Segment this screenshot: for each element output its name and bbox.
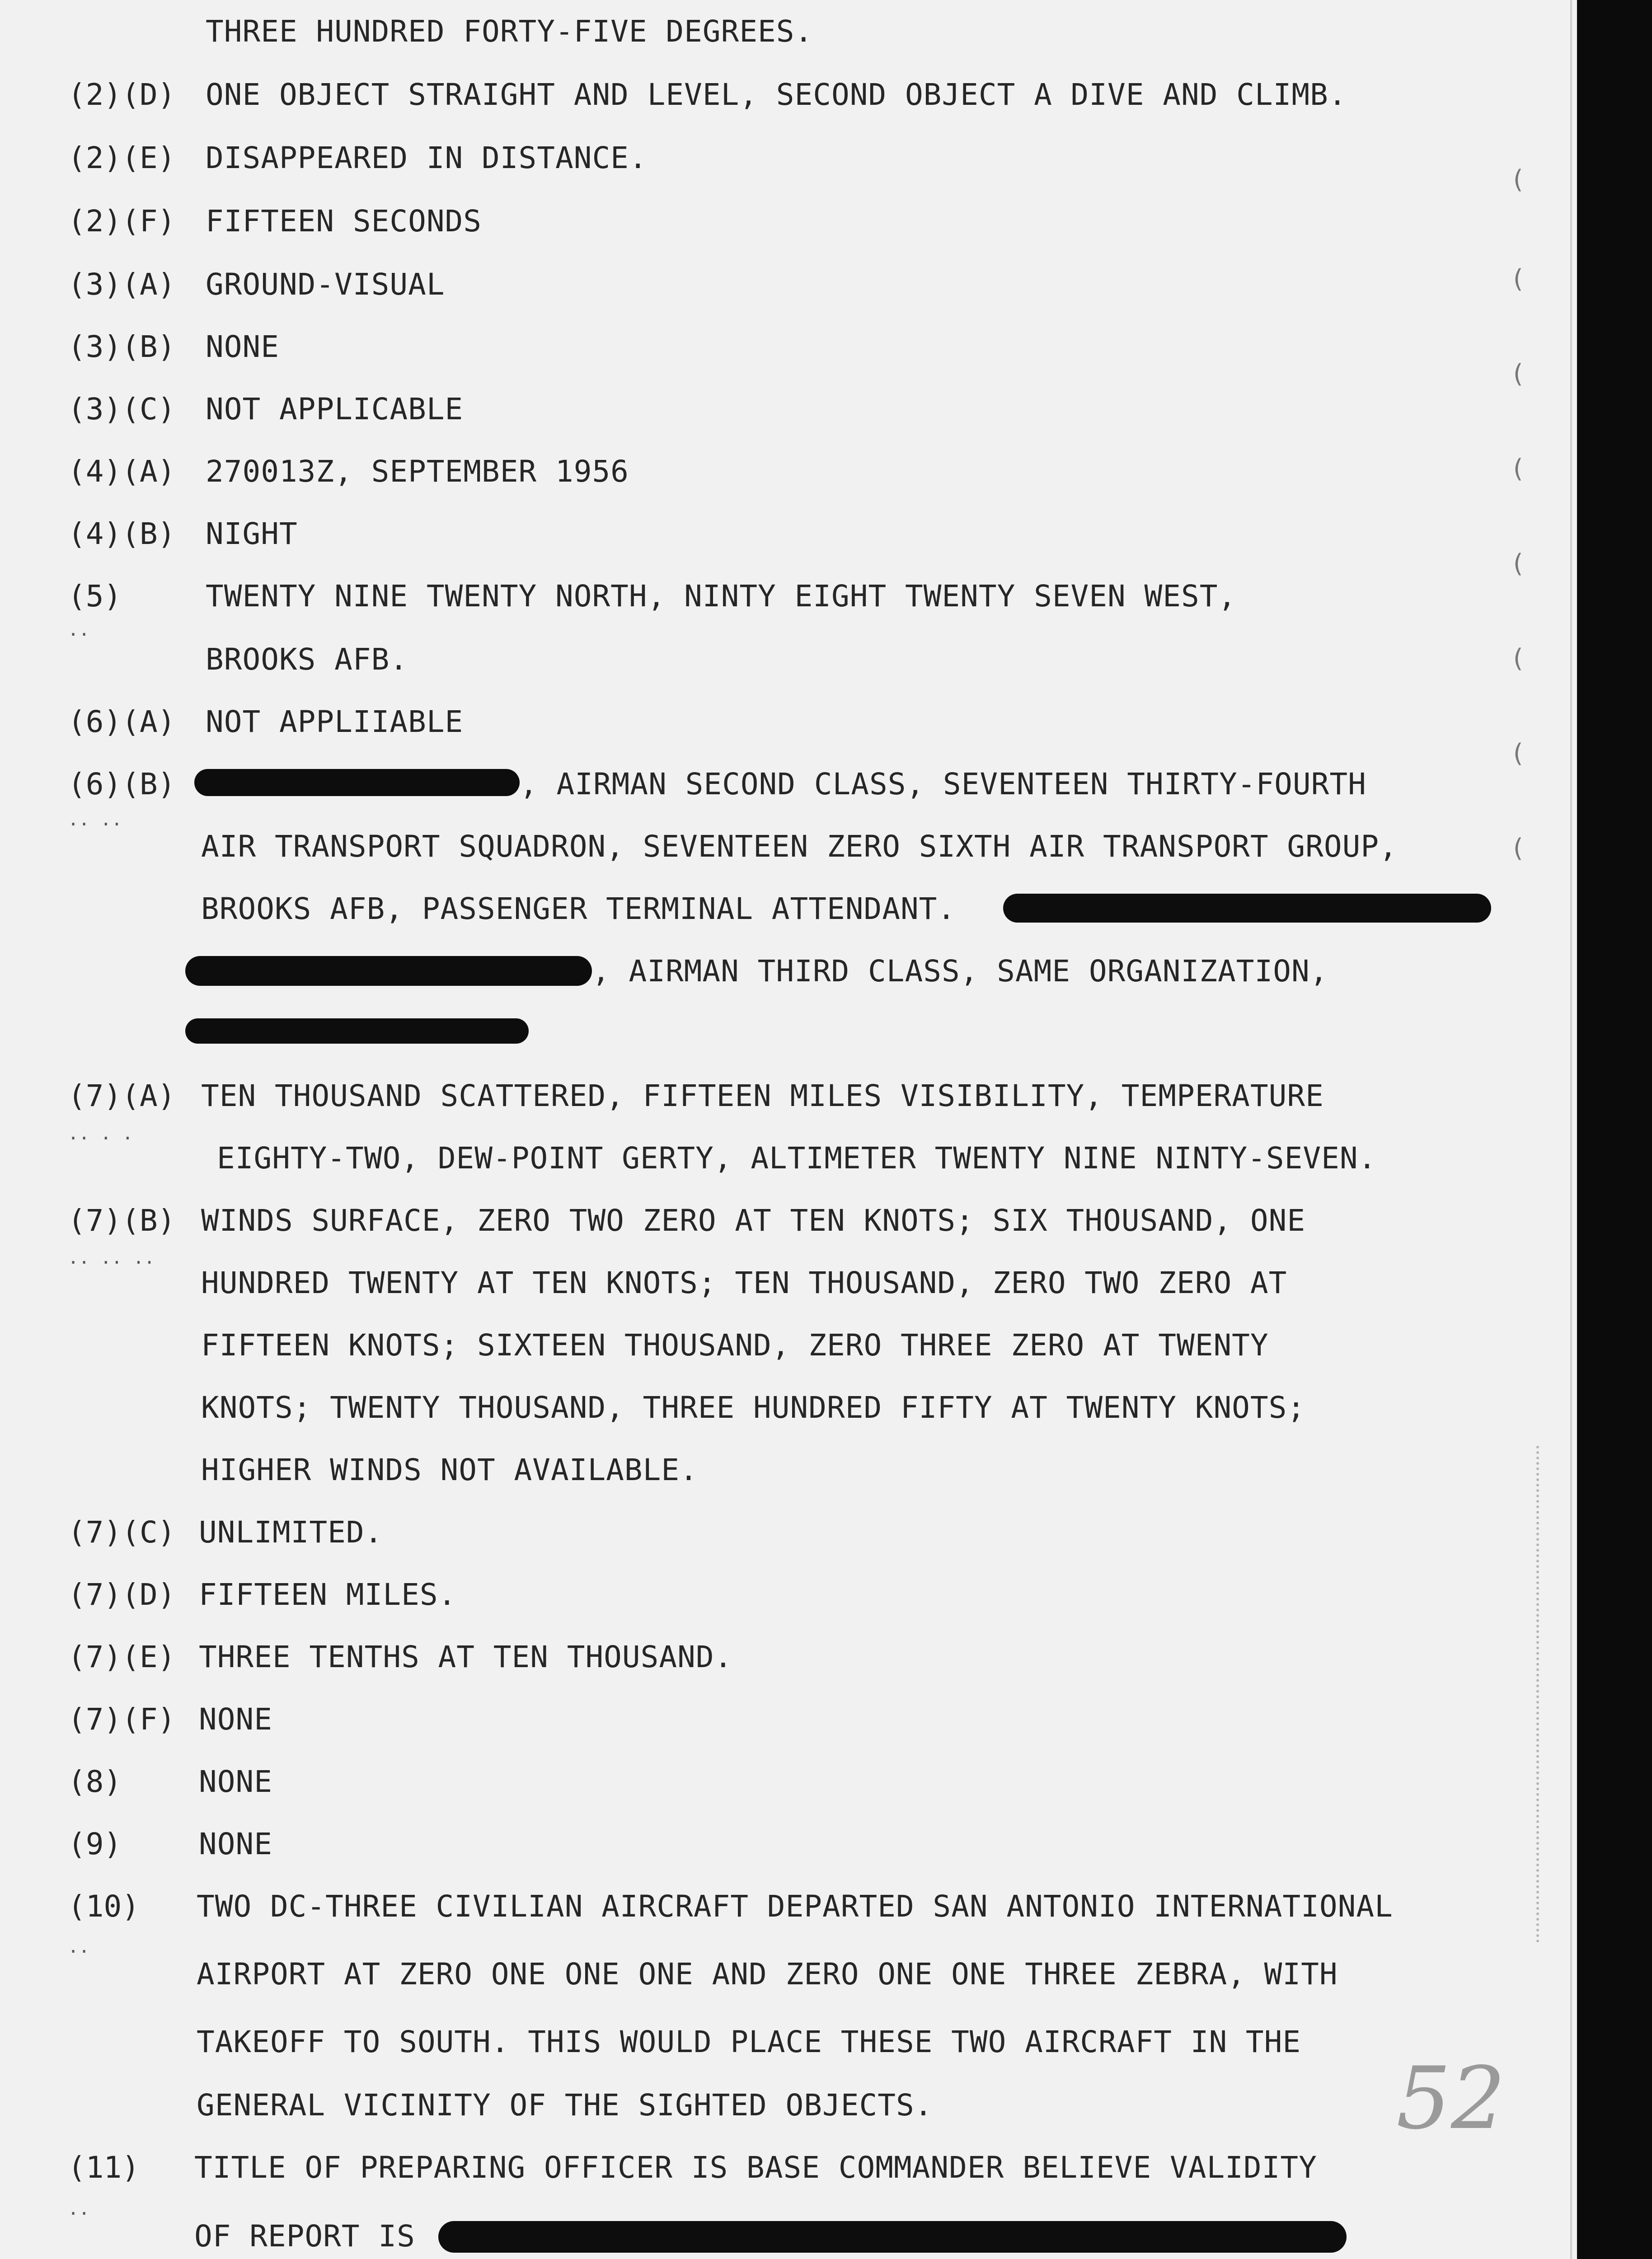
report-line: THREE TENTHS AT TEN THOUSAND. [199, 1640, 733, 1674]
margin-tick: ·· · · [68, 1128, 133, 1149]
report-line: NONE [206, 329, 279, 364]
side-print-strip [1536, 1446, 1557, 1943]
item-label: (7)(D) [68, 1577, 176, 1612]
margin-tick: ·· [68, 1941, 90, 1962]
report-line: THREE HUNDRED FORTY-FIVE DEGREES. [206, 14, 813, 49]
report-line: , AIRMAN THIRD CLASS, SAME ORGANIZATION, [592, 954, 1328, 989]
margin-mark: ( [1510, 739, 1525, 768]
item-label: (6)(A) [68, 704, 176, 739]
redaction-bar [185, 956, 592, 986]
item-label: (3)(C) [68, 392, 176, 426]
item-label: (7)(E) [68, 1640, 176, 1674]
item-label: (8) [68, 1764, 122, 1799]
item-label: (11) [68, 2150, 140, 2185]
report-line: TWENTY NINE TWENTY NORTH, NINTY EIGHT TWENTY SEVEN WEST, [206, 579, 1237, 614]
report-line: HUNDRED TWENTY AT TEN KNOTS; TEN THOUSAND, ZERO TWO ZERO AT [201, 1265, 1287, 1300]
margin-tick: ·· ·· [68, 814, 122, 835]
report-line: AIR TRANSPORT SQUADRON, SEVENTEEN ZERO SIXTH AIR TRANSPORT GROUP, [201, 829, 1398, 864]
report-line: EIGHTY-TWO, DEW-POINT GERTY, ALTIMETER TWENTY NINE NINTY-SEVEN. [217, 1141, 1377, 1176]
report-line: NIGHT [206, 516, 298, 551]
report-line: TITLE OF PREPARING OFFICER IS BASE COMMANDER BELIEVE VALIDITY [194, 2150, 1317, 2185]
report-line: , AIRMAN SECOND CLASS, SEVENTEEN THIRTY-FOURTH [520, 767, 1366, 801]
scan-border [1577, 0, 1652, 2259]
report-line: FIFTEEN MILES. [199, 1577, 457, 1612]
report-line: UNLIMITED. [199, 1515, 383, 1550]
report-line: OF REPORT IS [194, 2219, 415, 2254]
item-label: (7)(A) [68, 1078, 176, 1113]
margin-tick: ·· [68, 624, 90, 645]
report-line: GROUND-VISUAL [206, 267, 445, 302]
item-label: (4)(A) [68, 454, 176, 489]
item-label: (10) [68, 1889, 140, 1924]
margin-mark: ( [1510, 834, 1525, 863]
margin-mark: ( [1510, 549, 1525, 578]
item-label: (5) [68, 579, 122, 614]
item-label: (9) [68, 1827, 122, 1861]
item-label: (2)(E) [68, 141, 176, 175]
report-line: BROOKS AFB. [206, 642, 408, 677]
margin-mark: ( [1510, 264, 1525, 294]
redaction-bar [185, 1018, 529, 1044]
fold-line [1570, 0, 1572, 2259]
report-line: NONE [199, 1764, 272, 1799]
report-line: GENERAL VICINITY OF THE SIGHTED OBJECTS. [197, 2088, 933, 2123]
report-line: TEN THOUSAND SCATTERED, FIFTEEN MILES VISIBILITY, TEMPERATURE [201, 1078, 1324, 1113]
item-label: (2)(F) [68, 204, 176, 239]
report-line: NONE [199, 1827, 272, 1861]
margin-tick: ·· [68, 2203, 90, 2224]
report-line: WINDS SURFACE, ZERO TWO ZERO AT TEN KNOTS; SIX THOUSAND, ONE [201, 1203, 1306, 1238]
item-label: (2)(D) [68, 77, 176, 112]
item-label: (3)(A) [68, 267, 176, 302]
report-line: NOT APPLIIABLE [206, 704, 464, 739]
item-label: (4)(B) [68, 516, 176, 551]
report-line: DISAPPEARED IN DISTANCE. [206, 141, 648, 175]
redaction-bar [194, 769, 520, 796]
report-line: TAKEOFF TO SOUTH. THIS WOULD PLACE THESE TWO AIRCRAFT IN THE [197, 2025, 1301, 2059]
report-line: KNOTS; TWENTY THOUSAND, THREE HUNDRED FIFTY AT TWENTY KNOTS; [201, 1390, 1306, 1425]
margin-mark: ( [1510, 644, 1525, 673]
report-line: NOT APPLICABLE [206, 392, 464, 426]
margin-tick: ·· ·· ·· [68, 1252, 155, 1273]
report-line: BROOKS AFB, PASSENGER TERMINAL ATTENDANT. [201, 891, 956, 926]
redaction-bar [438, 2221, 1347, 2253]
item-label: (7)(B) [68, 1203, 176, 1238]
item-label: (7)(C) [68, 1515, 176, 1550]
report-line: AIRPORT AT ZERO ONE ONE ONE AND ZERO ONE ONE THREE ZEBRA, WITH [197, 1957, 1338, 1992]
handwritten-page-number: 52 [1396, 2048, 1506, 2148]
report-line: HIGHER WINDS NOT AVAILABLE. [201, 1453, 698, 1487]
report-line: 270013Z, SEPTEMBER 1956 [206, 454, 629, 489]
margin-mark: ( [1510, 165, 1525, 194]
margin-mark: ( [1510, 454, 1525, 483]
item-label: (6)(B) [68, 767, 176, 801]
redaction-bar [1003, 894, 1491, 923]
margin-mark: ( [1510, 359, 1525, 389]
report-line: FIFTEEN KNOTS; SIXTEEN THOUSAND, ZERO THREE ZERO AT TWENTY [201, 1328, 1269, 1363]
report-line: TWO DC-THREE CIVILIAN AIRCRAFT DEPARTED SAN ANTONIO INTERNATIONAL [197, 1889, 1393, 1924]
item-label: (7)(F) [68, 1702, 176, 1737]
report-line: ONE OBJECT STRAIGHT AND LEVEL, SECOND OBJECT A DIVE AND CLIMB. [206, 77, 1347, 112]
item-label: (3)(B) [68, 329, 176, 364]
report-line: FIFTEEN SECONDS [206, 204, 482, 239]
report-line: NONE [199, 1702, 272, 1737]
